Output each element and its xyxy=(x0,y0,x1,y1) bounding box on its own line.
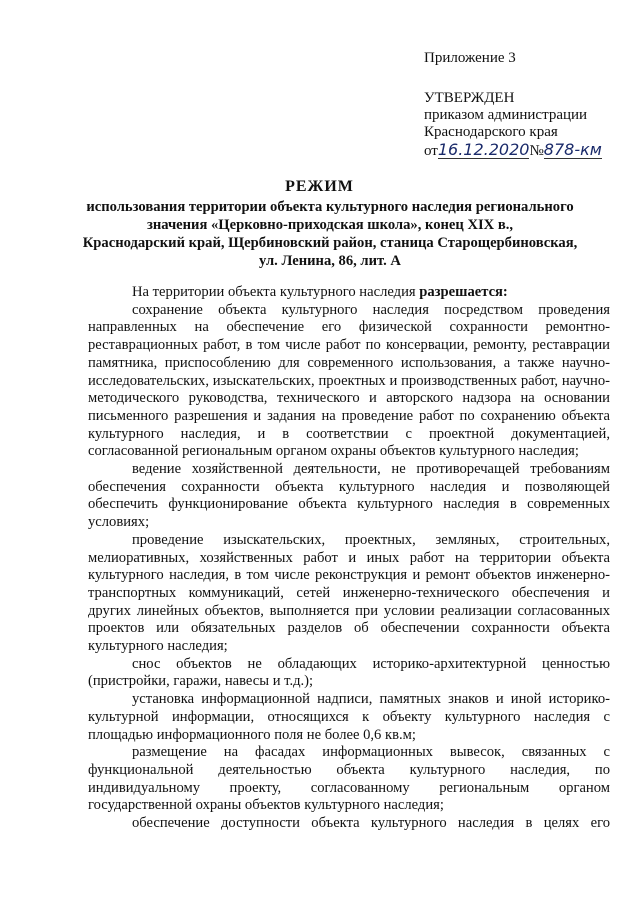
body-paragraph: проведение изыскательских, проектных, земляных, строительных, мелиоративных, хозяйственных работ и иных работ на территории объекта культурного наследия, в том числе реконструкция и ремонт объектов инженерно-транспортных коммуникаций, сетей инженерно-технического обеспечения и других линейных объектов, выполняется при условии реализации согласованных проектов или обязательных разделов об обеспечении сохранности объекта культурного наследия; xyxy=(88,531,610,655)
handwritten-date: 16.12.2020 xyxy=(437,140,530,159)
document-subtitle xyxy=(70,198,590,270)
order-label: приказом администрации xyxy=(424,107,588,123)
body-paragraph: обеспечение доступности объекта культурного наследия в целях его xyxy=(132,815,610,832)
subtitle-line: ул. Ленина, 86, лит. А xyxy=(259,253,401,269)
date-prefix: от xyxy=(424,143,438,159)
document-title: РЕЖИМ xyxy=(285,178,354,195)
approved-label: УТВЕРЖДЕН xyxy=(424,90,515,106)
appendix-label: Приложение 3 xyxy=(424,50,516,66)
approval-block xyxy=(424,90,602,160)
body-paragraph: установка информационной надписи, памятных знаков и иной историко-культурной информации, относящихся к объекту культурного наследия с площадью информационного поля не более 0,6 кв.м; xyxy=(88,691,610,743)
region-label: Краснодарского края xyxy=(424,124,558,140)
document-body xyxy=(88,284,610,833)
intro-paragraph xyxy=(88,284,610,302)
subtitle-line: значения «Церковно-приходская школа», конец XIX в., xyxy=(146,217,514,233)
intro-text: На территории объекта культурного наследия xyxy=(132,284,420,300)
intro-bold: разрешается: xyxy=(419,284,508,300)
body-paragraph: ведение хозяйственной деятельности, не противоречащей требованиям обеспечения сохранности объекта культурного наследия и позволяющей обеспечить функционирование объекта культурного наследия в современных условиях; xyxy=(88,461,610,531)
subtitle-line: использования территории объекта культурного наследия регионального xyxy=(86,199,574,215)
body-paragraph: снос объектов не обладающих историко-архитектурной ценностью (пристройки, гаражи, навесы и т.д.); xyxy=(88,655,610,690)
subtitle-line: Краснодарский край, Щербиновский район, станица Старощербиновская, xyxy=(82,235,578,251)
handwritten-number: 878-км xyxy=(543,140,602,159)
number-prefix: № xyxy=(529,143,544,159)
body-paragraph: сохранение объекта культурного наследия посредством проведения направленных на обеспечение его физической сохранности ремонтно-реставрационных работ, в том числе работ по консервации, ремонту, реставрации памятника, приспособлению для современного использования, а также научно-исследовательских, изыскательских, проектных и производственных работ, научно-методического руководства, технического и авторского надзора на основании письменного разрешения и задания на проведение работ по сохранению объекта культурного наследия, и в соответствии с проектной документацией, согласованной региональным органом охраны объектов культурного наследия; xyxy=(88,301,610,460)
order-date-line xyxy=(424,141,602,160)
body-paragraph: размещение на фасадах информационных вывесок, связанных с функциональной деятельностью объекта культурного наследия, по индивидуальному проекту, согласованному региональным органом государственной охраны объектов культурного наследия; xyxy=(88,744,610,814)
